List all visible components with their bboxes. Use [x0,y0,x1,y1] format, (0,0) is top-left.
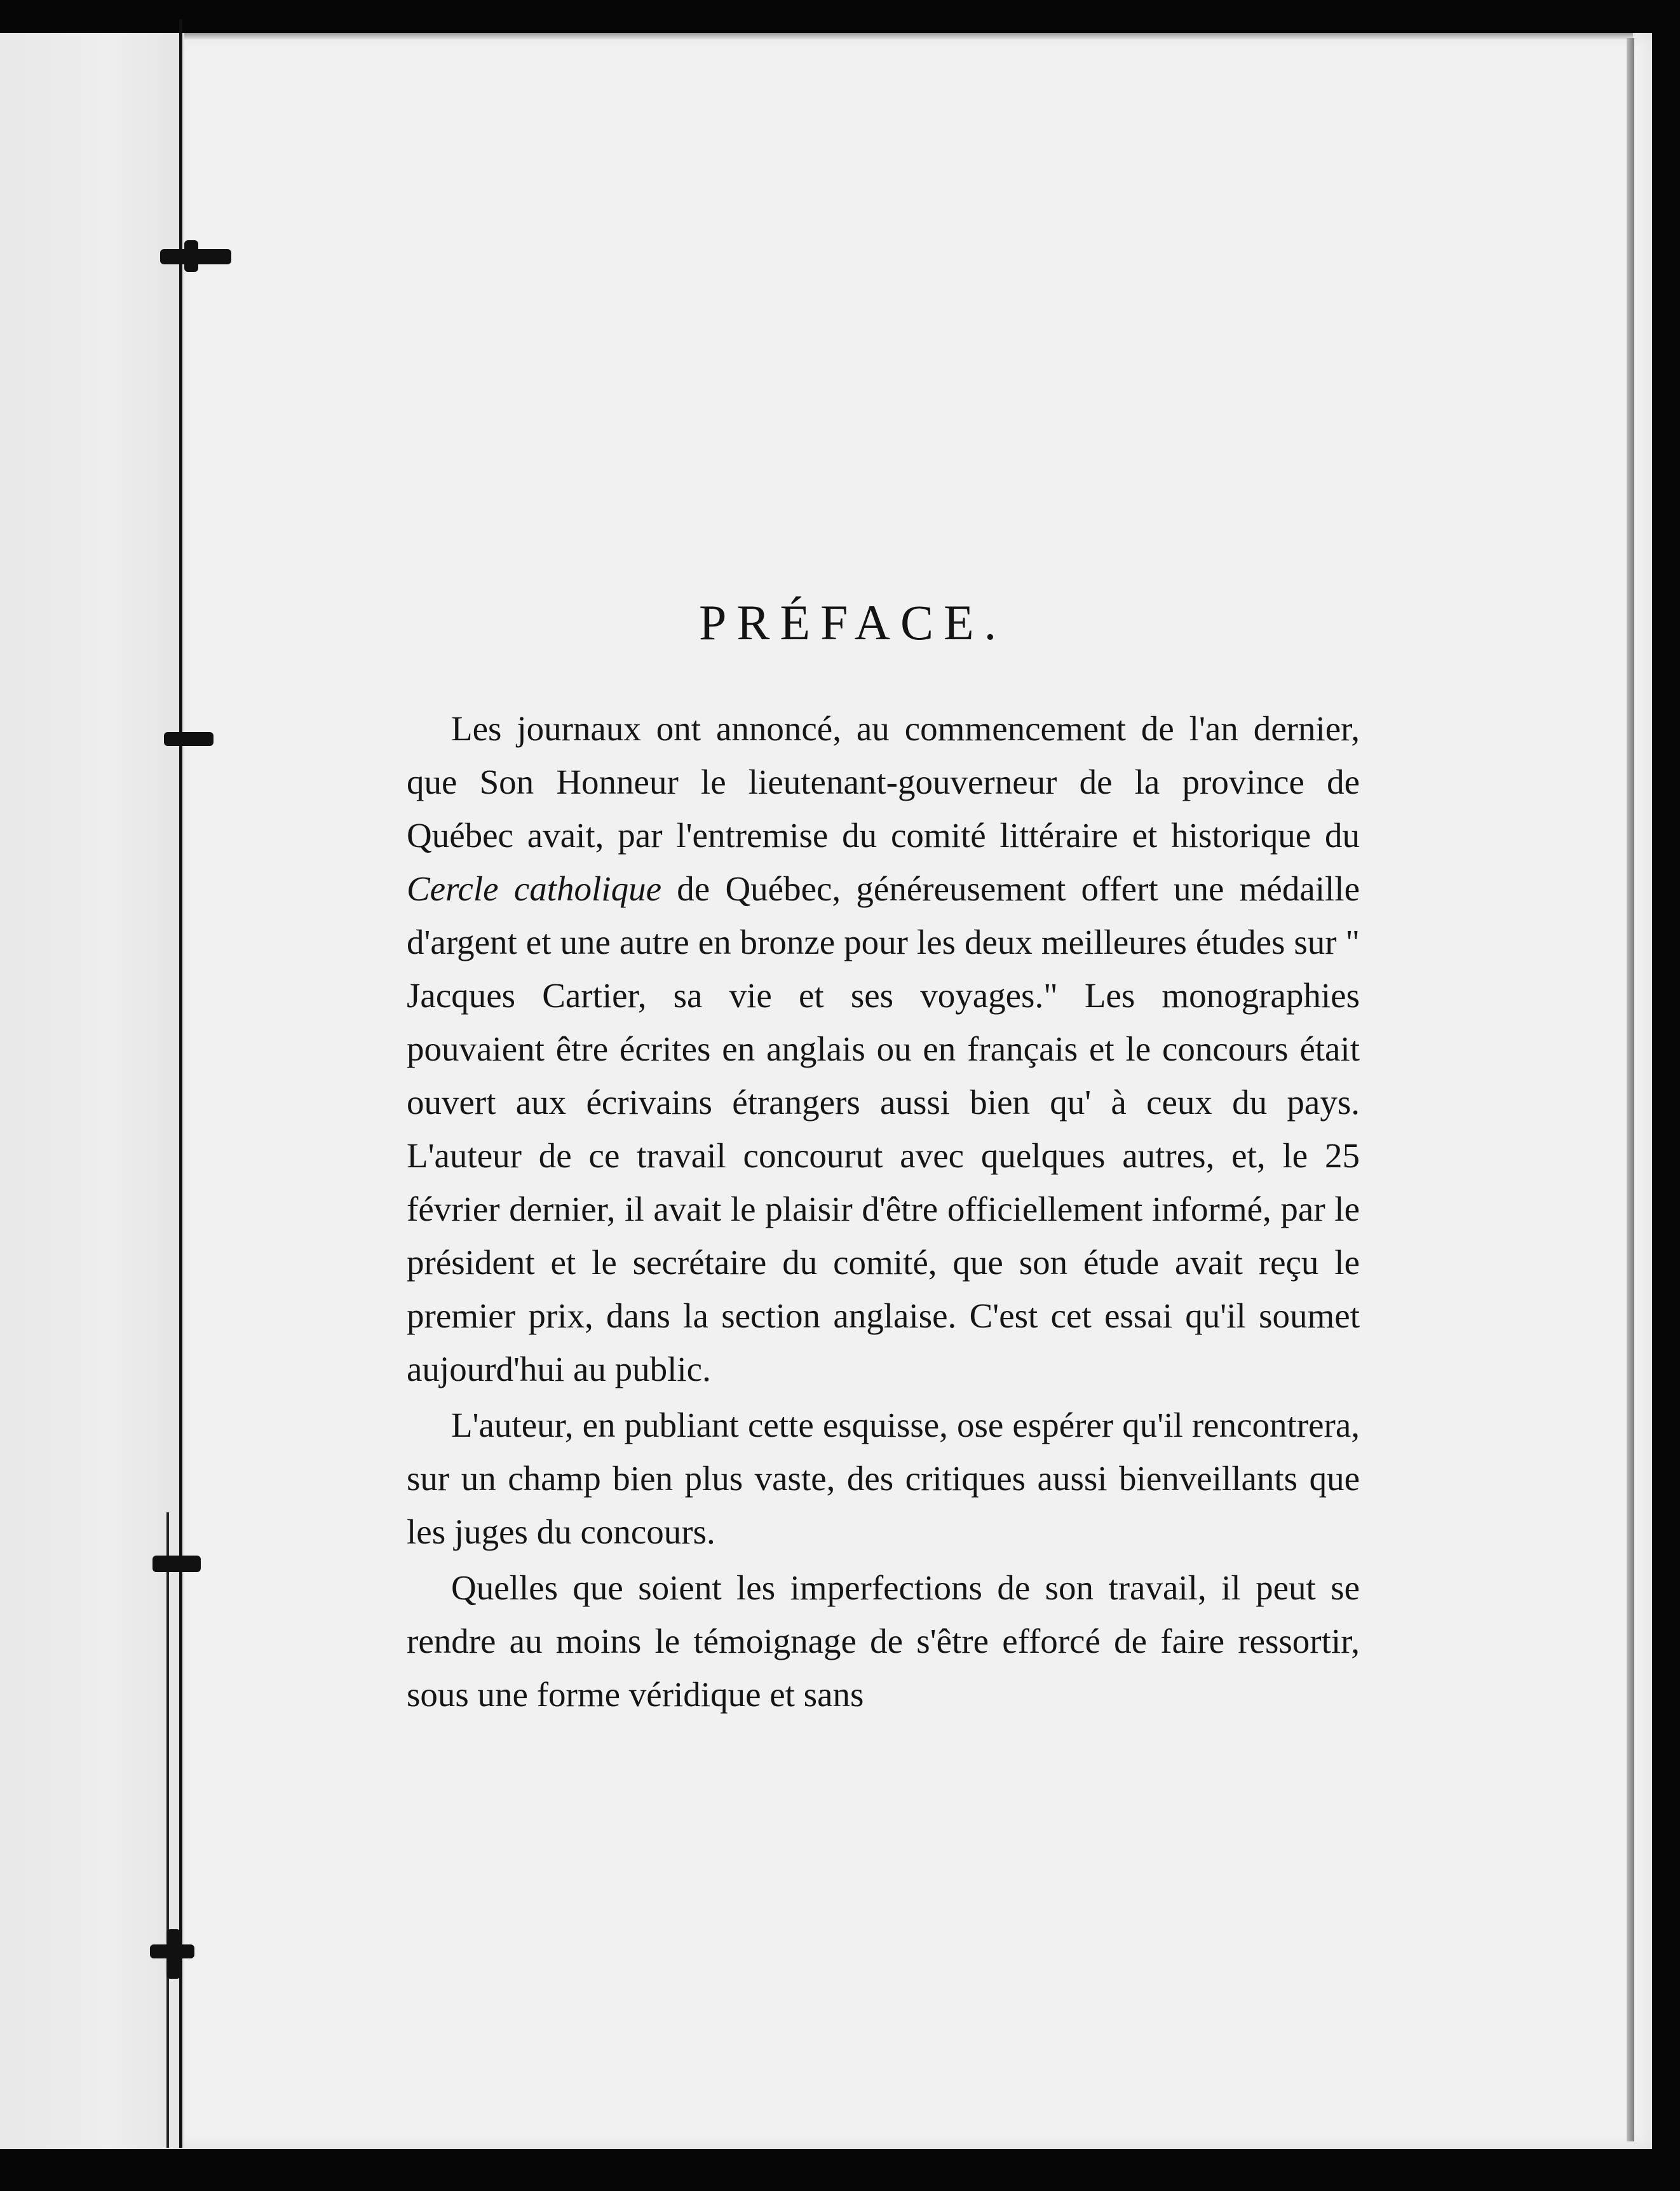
italic-cercle-catholique: Cercle catholique [407,869,661,908]
paragraph-3: Quelles que soient les imperfections de son travail, il peut se rendre au moins le témoignage de s'être efforcé de faire ressortir, sous une forme véridique et sans [407,1568,1360,1714]
preface-body [407,702,1360,1724]
binding-stitch [166,1929,180,1979]
binding-stitch [152,1556,201,1572]
paragraph-2: L'auteur, en publiant cette esquisse, ose espérer qu'il rencontrera, sur un champ bien plus vaste, des critiques aussi bienveillants que les juges du concours. [407,1406,1360,1551]
page-title: PRÉFACE. [699,595,1007,650]
paragraph-1-start: Les journaux ont annoncé, au commencement de l'an dernier, que Son Honneur le lieutenant-gouverneur de la province de Québec avait, par l'entremise du comité littéraire et historique du [407,709,1360,855]
binding-stitch [184,240,198,272]
page-gutter [0,33,184,2149]
page-top-edge [184,33,1633,39]
paragraph-1-end: de Québec, généreusement offert une médaille d'argent et une autre en bronze pour les deux meilleures études sur " Jacques Cartier, sa vie et ses voyages." Les monographies pouvaient être écrites en anglais ou en français et le concours était ouvert aux écrivains étrangers aussi bien qu' à ceux du pays. L'auteur de ce travail concourut avec quelques autres, et, le 25 février dernier, il avait le plaisir d'être officiellement informé, par le président et le secrétaire du comité, que son étude avait reçu le premier prix, dans la section anglaise. C'est cet essai qu'il soumet aujourd'hui au public. [407,869,1360,1388]
binding-spine-lower [166,1512,169,2148]
paragraph-1 [407,702,1360,1396]
binding-stitch [164,732,213,746]
page-right-edge [1627,38,1634,2141]
binding-spine [179,19,182,2148]
